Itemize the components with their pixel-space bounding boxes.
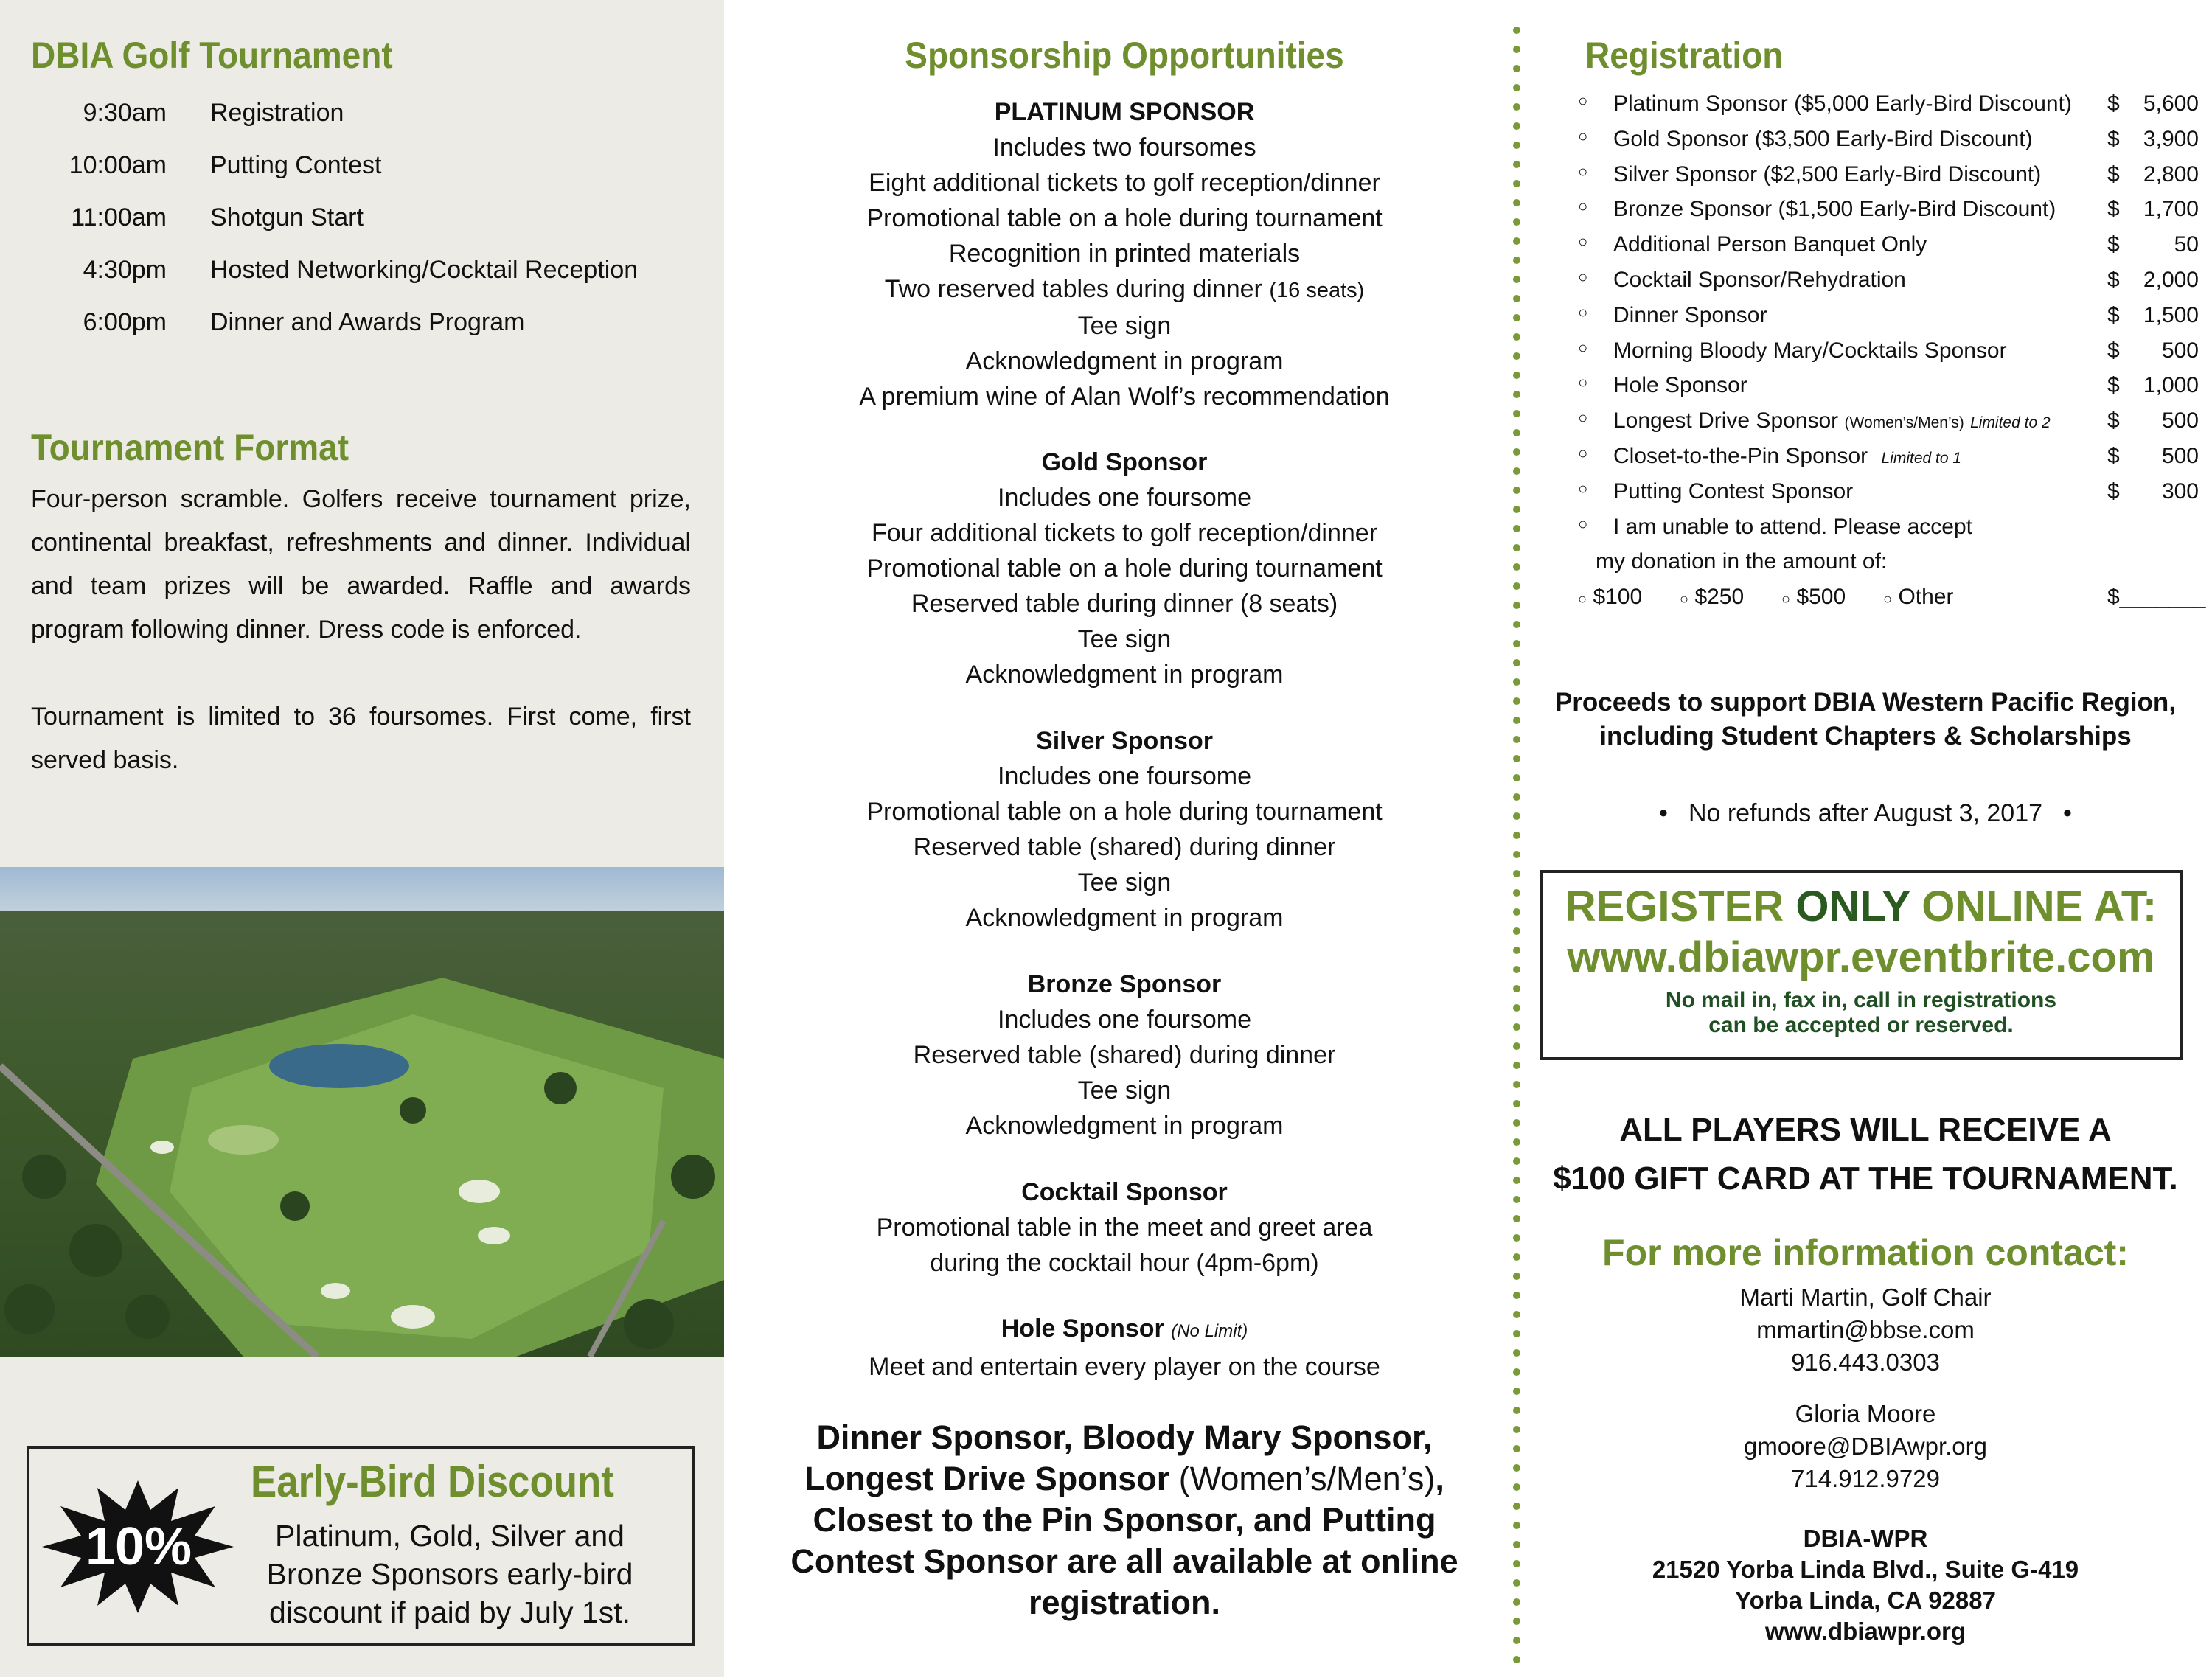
- golf-course-image: [0, 867, 724, 1357]
- divider-dot: [1513, 1253, 1520, 1261]
- hole-heading: [804, 1311, 1445, 1349]
- registration-title: Registration: [1585, 35, 1784, 76]
- registration-item[interactable]: [1578, 194, 2212, 229]
- registration-item[interactable]: [1578, 159, 2212, 195]
- schedule-time: 9:30am: [83, 99, 167, 127]
- divider-dot: [1513, 448, 1520, 456]
- contact-email[interactable]: mmartin@bbse.com: [1756, 1316, 1975, 1343]
- dotted-divider: [1513, 27, 1520, 1678]
- online-line-part: (Women’s/Men’s): [1178, 1460, 1436, 1497]
- registration-amount: 500: [2161, 443, 2199, 468]
- donation-option-label: $500: [1796, 585, 1846, 610]
- registration-item[interactable]: [1578, 229, 2212, 265]
- early-bird-box: [27, 1446, 695, 1646]
- hole-item: Meet and entertain every player on the course: [869, 1353, 1380, 1381]
- schedule-time: 10:00am: [69, 151, 167, 179]
- registration-amount: 1,000: [2143, 373, 2199, 398]
- registration-label-group: [1613, 408, 2051, 434]
- divider-dot: [1513, 410, 1520, 417]
- early-bird-title: Early-Bird Discount: [251, 1457, 614, 1506]
- schedule-row: [31, 90, 695, 142]
- divider-dot: [1513, 1637, 1520, 1644]
- schedule-event: Putting Contest: [210, 151, 382, 179]
- radio-circle-icon: ○: [1578, 591, 1587, 608]
- divider-dot: [1513, 372, 1520, 379]
- address-website[interactable]: www.dbiawpr.org: [1765, 1618, 1966, 1645]
- platinum-section: [804, 94, 1445, 414]
- registration-dollar: $: [2107, 373, 2120, 398]
- registration-label: Longest Drive Sponsor: [1613, 408, 1839, 434]
- hole-section: [804, 1311, 1445, 1385]
- address-line: DBIA-WPR: [1803, 1525, 1928, 1552]
- radio-circle-icon: ○: [1578, 408, 1588, 428]
- registration-amount: 500: [2161, 408, 2199, 434]
- register-url[interactable]: www.dbiawpr.eventbrite.com: [1567, 933, 2155, 981]
- gold-title: Gold Sponsor: [1041, 448, 1208, 476]
- silver-item: Reserved table (shared) during dinner: [913, 833, 1336, 861]
- contact-2: [1541, 1398, 2190, 1495]
- registration-label: Closet-to-the-Pin Sponsor: [1613, 443, 1868, 468]
- divider-dot: [1513, 621, 1520, 628]
- radio-circle-icon: ○: [1578, 91, 1588, 110]
- divider-dot: [1513, 1579, 1520, 1587]
- registration-amount: 2,000: [2143, 267, 2199, 292]
- cocktail-item: Promotional table in the meet and greet area: [876, 1214, 1373, 1242]
- platinum-item: Tee sign: [1077, 312, 1172, 340]
- players-line: $100 GIFT CARD AT THE TOURNAMENT.: [1553, 1160, 2178, 1197]
- registration-item[interactable]: [1578, 405, 2212, 441]
- divider-dot: [1513, 908, 1520, 916]
- schedule-row: [31, 142, 695, 195]
- divider-dot: [1513, 391, 1520, 398]
- online-line-part: ,: [1435, 1460, 1444, 1497]
- registration-amount: 50: [2174, 232, 2199, 257]
- radio-circle-icon: ○: [1781, 591, 1791, 608]
- donation-option[interactable]: [1781, 585, 1846, 610]
- donation-text: my donation in the amount of:: [1596, 549, 1888, 574]
- radio-circle-icon: ○: [1578, 478, 1588, 498]
- schedule-event: Registration: [210, 99, 344, 127]
- online-line: registration.: [1028, 1584, 1221, 1621]
- registration-label: Additional Person Banquet Only: [1613, 232, 1927, 257]
- registration-label: Cocktail Sponsor/Rehydration: [1613, 267, 1906, 292]
- divider-dot: [1513, 1598, 1520, 1606]
- schedule: [31, 90, 695, 352]
- donation-item-2: [1578, 546, 2212, 582]
- divider-dot: [1513, 218, 1520, 226]
- divider-dot: [1513, 506, 1520, 513]
- divider-dot: [1513, 1177, 1520, 1184]
- registration-limit: Limited to 2: [1970, 414, 2051, 432]
- radio-circle-icon: ○: [1578, 302, 1588, 321]
- divider-dot: [1513, 1100, 1520, 1107]
- divider-dot: [1513, 1541, 1520, 1548]
- divider-dot: [1513, 1062, 1520, 1069]
- divider-dot: [1513, 1157, 1520, 1165]
- online-line: Dinner Sponsor, Bloody Mary Sponsor,: [816, 1418, 1433, 1456]
- discount-badge: 10%: [85, 1517, 192, 1576]
- silver-item: Tee sign: [1077, 868, 1172, 897]
- radio-circle-icon: ○: [1578, 126, 1588, 145]
- format-text: Four-person scramble. Golfers receive tournament prize, continental breakfast, refreshments and dinner. Individual and team prizes will be awarded. Raffle and awards program following dinner. Dress code is enforced.: [31, 485, 691, 644]
- online-line: Closest to the Pin Sponsor, and Putting: [813, 1501, 1436, 1539]
- radio-circle-icon: ○: [1883, 591, 1893, 608]
- registration-dollar: $: [2107, 197, 2120, 222]
- platinum-tables: Two reserved tables during dinner: [884, 275, 1262, 303]
- address-line: Yorba Linda, CA 92887: [1735, 1587, 1996, 1614]
- gold-item: Includes one foursome: [998, 484, 1251, 512]
- divider-dot: [1513, 467, 1520, 475]
- silver-item: Promotional table on a hole during tournament: [866, 798, 1382, 826]
- proceeds-line: Proceeds to support DBIA Western Pacific Region,: [1554, 688, 2177, 717]
- divider-dot: [1513, 429, 1520, 436]
- registration-dollar: $: [2107, 161, 2120, 187]
- registration-dollar: $: [2107, 443, 2120, 468]
- divider-dot: [1513, 1273, 1520, 1280]
- divider-dot: [1513, 717, 1520, 724]
- register-note: can be accepted or reserved.: [1708, 1013, 2014, 1037]
- registration-item[interactable]: [1578, 476, 2212, 512]
- gold-item: Promotional table on a hole during tournament: [866, 554, 1382, 582]
- proceeds-line: including Student Chapters & Scholarships: [1599, 722, 2132, 751]
- divider-dot: [1513, 525, 1520, 532]
- divider-dot: [1513, 851, 1520, 858]
- registration-item[interactable]: [1578, 265, 2212, 300]
- divider-dot: [1513, 582, 1520, 590]
- divider-dot: [1513, 65, 1520, 72]
- registration-label: Dinner Sponsor: [1613, 302, 1767, 327]
- hole-title: Hole Sponsor: [1001, 1315, 1164, 1343]
- golf-course-photo: [0, 867, 724, 1357]
- divider-dot: [1513, 1234, 1520, 1242]
- radio-circle-icon: ○: [1578, 443, 1588, 462]
- divider-dot: [1513, 1560, 1520, 1567]
- divider-dot: [1513, 1081, 1520, 1088]
- bronze-item: Tee sign: [1077, 1076, 1172, 1104]
- registration-item[interactable]: [1578, 300, 2212, 335]
- divider-dot: [1513, 1503, 1520, 1510]
- contact-name: Marti Martin, Golf Chair: [1739, 1284, 1992, 1311]
- divider-dot: [1513, 1215, 1520, 1222]
- divider-dot: [1513, 1407, 1520, 1414]
- registration-label: Silver Sponsor ($2,500 Early-Bird Discount): [1613, 161, 2042, 187]
- schedule-event: Shotgun Start: [210, 203, 364, 231]
- bronze-item: Includes one foursome: [998, 1006, 1251, 1034]
- silver-title: Silver Sponsor: [1036, 727, 1213, 755]
- registration-item[interactable]: [1578, 370, 2212, 405]
- sponsorship-title: Sponsorship Opportunities: [905, 35, 1344, 76]
- divider-dot: [1513, 1483, 1520, 1491]
- platinum-item: Acknowledgment in program: [965, 347, 1284, 375]
- divider-dot: [1513, 1349, 1520, 1357]
- donation-item[interactable]: [1578, 512, 2212, 547]
- registration-dollar: $: [2107, 338, 2120, 363]
- radio-circle-icon: ○: [1680, 591, 1689, 608]
- divider-dot: [1513, 1618, 1520, 1625]
- divider-dot: [1513, 1464, 1520, 1472]
- donation-option-label: Other: [1898, 585, 1954, 610]
- divider-dot: [1513, 352, 1520, 360]
- schedule-time: 6:00pm: [83, 308, 167, 336]
- online-line-part: Longest Drive Sponsor: [804, 1460, 1170, 1497]
- registration-amount: 2,800: [2143, 161, 2199, 187]
- registration-amount: 3,900: [2143, 126, 2199, 151]
- divider-dot: [1513, 640, 1520, 647]
- divider-dot: [1513, 84, 1520, 91]
- divider-dot: [1513, 314, 1520, 321]
- cocktail-section: [804, 1174, 1445, 1281]
- left-panel: [0, 0, 724, 1677]
- divider-dot: [1513, 966, 1520, 973]
- early-bird-line: discount if paid by July 1st.: [269, 1595, 630, 1629]
- bronze-title: Bronze Sponsor: [1027, 970, 1222, 998]
- address-line: 21520 Yorba Linda Blvd., Suite G-419: [1652, 1556, 2079, 1583]
- divider-dot: [1513, 927, 1520, 935]
- registration-note: (Women’s/Men’s): [1844, 414, 1964, 432]
- schedule-row: [31, 299, 695, 352]
- divider-dot: [1513, 870, 1520, 877]
- registration-label: Putting Contest Sponsor: [1613, 478, 1854, 504]
- registration-dollar: $: [2107, 232, 2120, 257]
- cocktail-title: Cocktail Sponsor: [1021, 1178, 1228, 1206]
- divider-dot: [1513, 103, 1520, 111]
- registration-label: Platinum Sponsor ($5,000 Early-Bird Discount): [1613, 91, 2072, 116]
- gold-item: Tee sign: [1077, 625, 1172, 653]
- radio-circle-icon: ○: [1578, 338, 1588, 357]
- donation-options: [1578, 582, 2212, 617]
- radio-circle-icon: ○: [1578, 373, 1588, 392]
- schedule-time: 4:30pm: [83, 256, 167, 284]
- schedule-event: Dinner and Awards Program: [210, 308, 525, 336]
- registration-item[interactable]: [1578, 124, 2212, 159]
- divider-dot: [1513, 46, 1520, 53]
- gold-item: Four additional tickets to golf reception/dinner: [871, 519, 1378, 547]
- divider-dot: [1513, 142, 1520, 149]
- registration-label: Gold Sponsor ($3,500 Early-Bird Discount): [1613, 126, 2033, 151]
- format-title: Tournament Format: [31, 427, 349, 468]
- schedule-event: Hosted Networking/Cocktail Reception: [210, 256, 639, 284]
- divider-dot: [1513, 1388, 1520, 1395]
- divider-dot: [1513, 295, 1520, 302]
- donation-option[interactable]: [1680, 585, 1744, 610]
- divider-dot: [1513, 947, 1520, 954]
- gold-section: [804, 445, 1445, 692]
- register-note: No mail in, fax in, call in registrations: [1665, 988, 2057, 1012]
- divider-dot: [1513, 237, 1520, 245]
- schedule-row: [31, 247, 695, 299]
- register-online-box: [1540, 870, 2183, 1060]
- donation-amount-field[interactable]: $_______: [2107, 585, 2206, 610]
- bronze-item: Acknowledgment in program: [965, 1112, 1284, 1140]
- divider-dot: [1513, 1292, 1520, 1299]
- tournament-title: DBIA Golf Tournament: [31, 35, 393, 76]
- divider-dot: [1513, 1445, 1520, 1452]
- divider-dot: [1513, 544, 1520, 551]
- bronze-item: Reserved table (shared) during dinner: [913, 1041, 1336, 1069]
- registration-label-group: [1613, 444, 1961, 469]
- divider-dot: [1513, 793, 1520, 801]
- divider-dot: [1513, 755, 1520, 762]
- divider-dot: [1513, 333, 1520, 341]
- divider-dot: [1513, 1196, 1520, 1203]
- platinum-item: Recognition in printed materials: [948, 240, 1301, 268]
- registration-dollar: $: [2107, 267, 2120, 292]
- divider-dot: [1513, 487, 1520, 494]
- platinum-item: Includes two foursomes: [992, 133, 1256, 161]
- divider-dot: [1513, 1042, 1520, 1050]
- divider-dot: [1513, 27, 1520, 34]
- divider-dot: [1513, 1368, 1520, 1376]
- gold-item: Reserved table during dinner (8 seats): [911, 590, 1338, 618]
- divider-dot: [1513, 563, 1520, 571]
- registration-amount: 500: [2161, 338, 2199, 363]
- divider-dot: [1513, 697, 1520, 705]
- divider-dot: [1513, 812, 1520, 820]
- register-online: ONLINE AT:: [1921, 882, 2157, 930]
- divider-dot: [1513, 1119, 1520, 1127]
- platinum-item: Promotional table on a hole during tournament: [866, 204, 1382, 232]
- online-line: [782, 1458, 1467, 1500]
- registration-item[interactable]: [1578, 441, 2212, 476]
- donation-text: I am unable to attend. Please accept: [1613, 514, 1972, 539]
- divider-dot: [1513, 736, 1520, 743]
- limit-text: Tournament is limited to 36 foursomes. First come, first served basis.: [31, 703, 691, 774]
- divider-dot: [1513, 678, 1520, 686]
- platinum-item: Eight additional tickets to golf reception/dinner: [869, 169, 1380, 197]
- registration-label: Hole Sponsor: [1613, 373, 1747, 398]
- bullet-icon: •: [2063, 799, 2072, 827]
- contact-1: [1541, 1281, 2190, 1379]
- donation-option[interactable]: [1578, 585, 1642, 610]
- registration-amount: 5,600: [2143, 91, 2199, 116]
- bronze-section: [804, 967, 1445, 1143]
- platinum-item: A premium wine of Alan Wolf’s recommendation: [859, 383, 1390, 411]
- players-line: ALL PLAYERS WILL RECEIVE A: [1619, 1112, 2112, 1148]
- radio-circle-icon: ○: [1578, 161, 1588, 181]
- contact-email[interactable]: gmoore@DBIAwpr.org: [1743, 1432, 1988, 1460]
- registration-amount: 1,500: [2143, 302, 2199, 327]
- platinum-seats-note: (16 seats): [1269, 279, 1365, 302]
- platinum-title: PLATINUM SPONSOR: [994, 98, 1255, 126]
- registration-dollar: $: [2107, 126, 2120, 151]
- divider-dot: [1513, 774, 1520, 781]
- contact-name: Gloria Moore: [1795, 1400, 1936, 1427]
- platinum-item: [804, 271, 1445, 308]
- divider-dot: [1513, 889, 1520, 897]
- divider-dot: [1513, 1330, 1520, 1337]
- registration-list: [1578, 88, 2212, 617]
- early-bird-line: Bronze Sponsors early-bird: [266, 1557, 633, 1591]
- players-note: [1541, 1106, 2190, 1203]
- silver-item: Acknowledgment in program: [965, 904, 1284, 932]
- donation-option-label: $100: [1593, 585, 1643, 610]
- divider-dot: [1513, 161, 1520, 168]
- radio-circle-icon: ○: [1578, 267, 1588, 286]
- schedule-row: [31, 195, 695, 247]
- divider-dot: [1513, 122, 1520, 130]
- divider-dot: [1513, 1522, 1520, 1529]
- cocktail-item: during the cocktail hour (4pm-6pm): [930, 1249, 1319, 1277]
- silver-item: Includes one foursome: [998, 762, 1251, 790]
- divider-dot: [1513, 1426, 1520, 1433]
- divider-dot: [1513, 832, 1520, 839]
- registration-amount: 300: [2161, 478, 2199, 504]
- radio-circle-icon: ○: [1578, 514, 1588, 533]
- registration-dollar: $: [2107, 478, 2120, 504]
- refunds-text: No refunds after August 3, 2017: [1688, 799, 2043, 827]
- registration-label: Morning Bloody Mary/Cocktails Sponsor: [1613, 338, 2007, 363]
- divider-dot: [1513, 257, 1520, 264]
- registration-dollar: $: [2107, 408, 2120, 434]
- register-word: REGISTER: [1565, 882, 1784, 930]
- early-bird-line: Platinum, Gold, Silver and: [274, 1519, 625, 1553]
- divider-dot: [1513, 276, 1520, 283]
- registration-dollar: $: [2107, 91, 2120, 116]
- registration-item[interactable]: [1578, 335, 2212, 371]
- registration-label: Bronze Sponsor ($1,500 Early-Bird Discount): [1613, 197, 2056, 222]
- contact-phone: 916.443.0303: [1791, 1348, 1940, 1376]
- schedule-time: 11:00am: [71, 203, 167, 231]
- divider-dot: [1513, 602, 1520, 609]
- early-bird-text: [229, 1517, 671, 1632]
- register-only: ONLY: [1795, 882, 1910, 930]
- donation-option[interactable]: [1883, 585, 1953, 610]
- refunds-note: [1541, 799, 2190, 828]
- donation-option-label: $250: [1694, 585, 1745, 610]
- registration-amount: 1,700: [2143, 197, 2199, 222]
- hole-note: (No Limit): [1171, 1321, 1248, 1341]
- radio-circle-icon: ○: [1578, 232, 1588, 251]
- divider-dot: [1513, 180, 1520, 187]
- divider-dot: [1513, 1023, 1520, 1031]
- divider-dot: [1513, 659, 1520, 666]
- divider-dot: [1513, 985, 1520, 992]
- registration-item[interactable]: [1578, 88, 2212, 124]
- registration-limit: Limited to 1: [1881, 449, 1962, 467]
- divider-dot: [1513, 199, 1520, 206]
- contact-phone: 714.912.9729: [1791, 1465, 1940, 1492]
- online-availability-note: [782, 1417, 1467, 1623]
- proceeds-note: [1541, 686, 2190, 753]
- gold-item: Acknowledgment in program: [965, 661, 1284, 689]
- online-line: Contest Sponsor are all available at online: [790, 1542, 1458, 1580]
- divider-dot: [1513, 1138, 1520, 1146]
- register-heading: [1543, 882, 2180, 931]
- registration-dollar: $: [2107, 302, 2120, 327]
- silver-section: [804, 723, 1445, 936]
- divider-dot: [1513, 1311, 1520, 1318]
- divider-dot: [1513, 1656, 1520, 1663]
- contact-title: For more information contact:: [1602, 1232, 2129, 1273]
- divider-dot: [1513, 1004, 1520, 1012]
- address-block: [1541, 1523, 2190, 1647]
- bullet-icon: •: [1659, 799, 1668, 827]
- radio-circle-icon: ○: [1578, 197, 1588, 216]
